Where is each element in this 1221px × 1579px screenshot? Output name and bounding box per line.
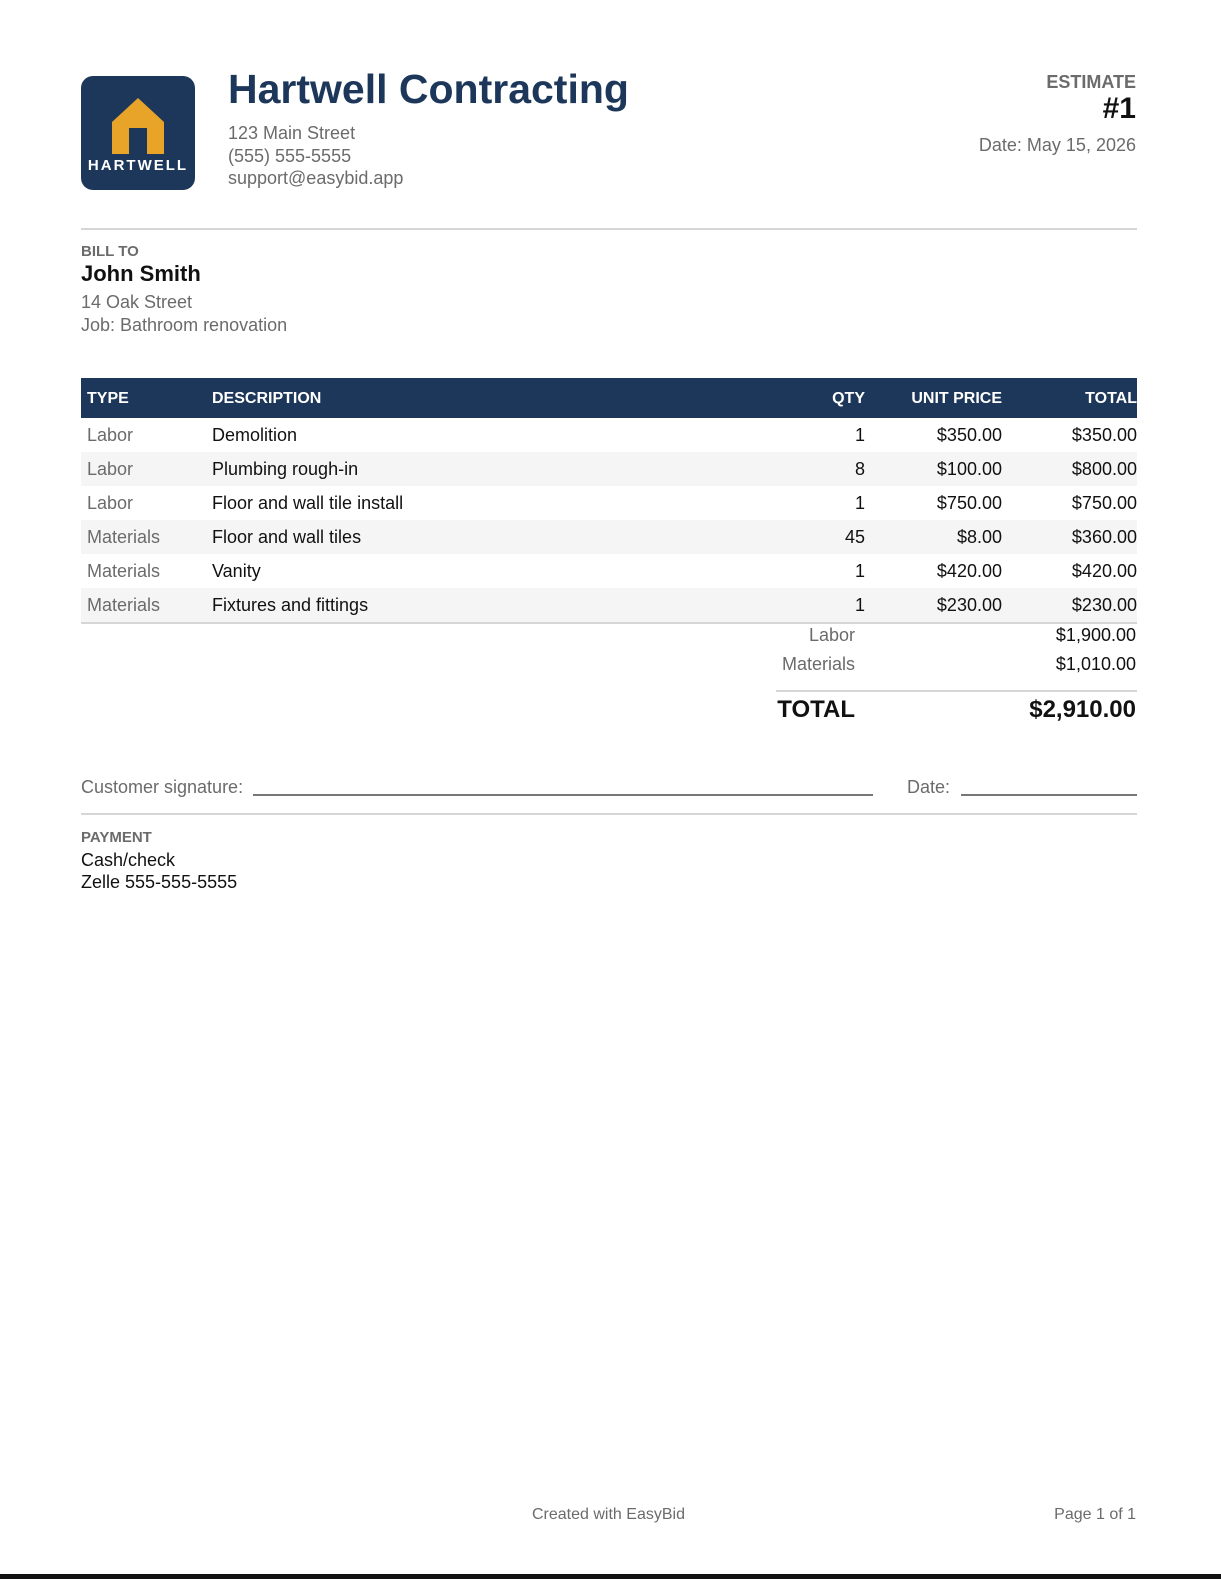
signature-date-label: Date: <box>907 777 951 797</box>
row-total: $350.00 <box>1071 425 1137 445</box>
row-description: Fixtures and fittings <box>212 595 369 615</box>
customer-signature-line[interactable] <box>253 794 873 796</box>
table-row <box>81 452 1137 486</box>
grand-total-value: $2,910.00 <box>1029 696 1136 723</box>
row-total: $360.00 <box>1071 527 1137 547</box>
row-qty: 1 <box>854 561 865 581</box>
header-description: DESCRIPTION <box>212 390 322 407</box>
grand-total-label: TOTAL <box>777 696 855 723</box>
row-description: Floor and wall tile install <box>212 493 404 513</box>
logo-wordmark: HARTWELL <box>87 157 189 174</box>
row-type: Labor <box>87 459 134 479</box>
row-total: $230.00 <box>1071 595 1137 615</box>
header-divider <box>81 228 1137 230</box>
payment-method: Zelle 555-555-5555 <box>81 872 238 892</box>
row-unit-price: $350.00 <box>936 425 1002 445</box>
row-total: $750.00 <box>1071 493 1137 513</box>
company-email: support@easybid.app <box>228 168 404 188</box>
company-logo <box>81 76 195 190</box>
table-bottom-rule <box>81 622 1137 624</box>
job-description: Job: Bathroom renovation <box>81 315 288 335</box>
materials-subtotal-label: Materials <box>781 654 855 674</box>
payment-method: Cash/check <box>81 850 176 870</box>
row-total: $420.00 <box>1071 561 1137 581</box>
table-header <box>81 378 1137 418</box>
row-description: Vanity <box>212 561 261 581</box>
row-type: Materials <box>87 561 161 581</box>
table-row <box>81 588 1137 622</box>
row-total: $800.00 <box>1071 459 1137 479</box>
estimate-date: Date: May 15, 2026 <box>978 135 1136 155</box>
signature-date-line[interactable] <box>961 794 1137 796</box>
company-name: Hartwell Contracting <box>228 66 629 112</box>
house-icon <box>112 98 164 154</box>
signature-divider <box>81 813 1137 815</box>
row-qty: 45 <box>844 527 865 547</box>
row-qty: 1 <box>854 595 865 615</box>
labor-subtotal-label: Labor <box>808 625 855 645</box>
document-type: ESTIMATE <box>1046 72 1136 92</box>
company-address: 123 Main Street <box>228 123 356 143</box>
table-row <box>81 418 1137 452</box>
row-qty: 1 <box>854 493 865 513</box>
page-number: Page 1 of 1 <box>1054 1506 1136 1523</box>
client-name: John Smith <box>81 261 201 286</box>
estimate-number: #1 <box>1102 92 1136 125</box>
table-row <box>81 520 1137 554</box>
bill-to-label: BILL TO <box>81 243 139 260</box>
row-unit-price: $100.00 <box>936 459 1002 479</box>
labor-subtotal-value: $1,900.00 <box>1055 625 1136 645</box>
page-bottom-edge <box>0 1574 1221 1579</box>
total-divider <box>776 690 1137 692</box>
row-type: Materials <box>87 595 161 615</box>
row-qty: 8 <box>854 459 865 479</box>
header-unit-price: UNIT PRICE <box>911 390 1002 407</box>
row-description: Demolition <box>212 425 298 445</box>
row-description: Plumbing rough-in <box>212 459 359 479</box>
row-description: Floor and wall tiles <box>212 527 362 547</box>
client-address: 14 Oak Street <box>81 292 193 312</box>
table-row <box>81 486 1137 520</box>
customer-signature-label: Customer signature: <box>81 777 244 797</box>
row-unit-price: $8.00 <box>956 527 1002 547</box>
row-type: Labor <box>87 493 134 513</box>
row-unit-price: $420.00 <box>936 561 1002 581</box>
row-type: Materials <box>87 527 161 547</box>
row-type: Labor <box>87 425 134 445</box>
payment-label: PAYMENT <box>81 829 152 846</box>
company-phone: (555) 555-5555 <box>228 146 352 166</box>
header-qty: QTY <box>832 390 865 407</box>
row-qty: 1 <box>854 425 865 445</box>
materials-subtotal-value: $1,010.00 <box>1055 654 1136 674</box>
line-items-table <box>81 378 1137 624</box>
row-unit-price: $750.00 <box>936 493 1002 513</box>
header-type: TYPE <box>87 390 129 407</box>
header-total: TOTAL <box>1085 390 1137 407</box>
footer-credit: Created with EasyBid <box>532 1506 685 1523</box>
row-unit-price: $230.00 <box>936 595 1002 615</box>
table-row <box>81 554 1137 588</box>
